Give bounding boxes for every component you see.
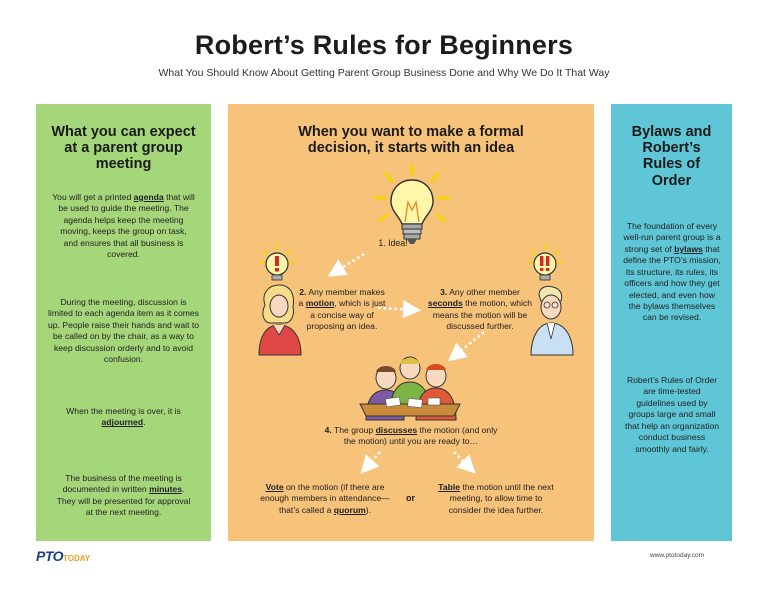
- term-seconds: seconds: [427, 298, 463, 309]
- text-fragment: the motion, which means the motion will be discussed further.: [432, 298, 533, 332]
- step4-number: 4.: [324, 425, 332, 435]
- right-panel: [611, 104, 732, 541]
- arrow-motion-to-second: [378, 308, 416, 310]
- pto-today-logo: [36, 548, 90, 564]
- left-agenda-paragraph: [52, 192, 195, 261]
- text-fragment: Any member makes a: [298, 287, 385, 309]
- arrow-idea-to-motion: [332, 254, 364, 274]
- text-fragment: . They will be presented for approval at the next meeting.: [56, 484, 191, 518]
- right-heading: Bylaws and Robert’s Rules of Order: [631, 124, 712, 189]
- text-fragment: the motion until the next meeting, to allow time to consider the idea further.: [448, 482, 554, 515]
- logo-sub-text: TODAY: [63, 554, 91, 563]
- flow-arrows: [228, 104, 594, 541]
- term-table: Table: [438, 482, 461, 492]
- text-fragment: The group: [331, 425, 376, 435]
- text-fragment: that will be used to guide the meeting. The agenda helps keep the meeting moving, keeps the group on task, and ensures that all business is covered.: [58, 192, 195, 260]
- term-adjourned: adjourned: [101, 417, 144, 428]
- text-fragment: Any other member: [447, 287, 520, 297]
- term-bylaws: bylaws: [674, 243, 703, 254]
- left-discussion-paragraph: During the meeting, discussion is limited to each agenda item as it comes up. People raise their hands and wait to be called on by the chair, as a way to keep discussion orderly and to avoid confusion.: [48, 297, 199, 365]
- term-motion: motion: [305, 298, 335, 309]
- left-heading: What you can expect at a parent group meeting: [51, 124, 196, 173]
- or-label: or: [406, 493, 415, 503]
- arrow-discuss-to-table: [454, 452, 472, 470]
- text-fragment: ).: [365, 504, 371, 515]
- left-panel: [36, 104, 211, 541]
- page-title: Robert’s Rules for Beginners: [194, 30, 574, 60]
- right-bylaws-paragraph: [623, 221, 721, 324]
- middle-panel: [228, 104, 594, 541]
- text-fragment: The business of the meeting is documented in written: [62, 473, 182, 495]
- step1-label: 1. Idea!: [378, 238, 408, 248]
- middle-heading: When you want to make a formal decision, it starts with an idea: [298, 124, 524, 157]
- text-fragment: .: [143, 417, 146, 428]
- left-minutes-paragraph: [52, 473, 195, 519]
- text-fragment: When the meeting is over, it is: [66, 406, 181, 416]
- term-quorum: quorum: [333, 504, 366, 515]
- page-subtitle: What You Should Know About Getting Parent Group Business Done and Why We Do It That Way: [158, 67, 610, 79]
- term-agenda: agenda: [133, 192, 164, 202]
- term-discusses: discusses: [375, 425, 418, 435]
- text-fragment: , which is just a concise way of proposing an idea.: [306, 298, 386, 332]
- footer-url[interactable]: www.ptotoday.com: [650, 552, 705, 559]
- step2-number: 2.: [299, 287, 307, 297]
- text-fragment: that define the PTO’s mission, its structure, its rules, its officers and how they get elected, and even how the bylaws themselves can be revised.: [623, 243, 721, 323]
- arrow-discuss-to-vote: [364, 452, 380, 470]
- left-adjourn-paragraph: [52, 406, 195, 429]
- arrow-second-to-discuss: [452, 332, 484, 358]
- text-fragment: The foundation of every well-run parent group is a strong set of: [623, 221, 721, 254]
- step3-number: 3.: [440, 287, 448, 297]
- text-fragment: the motion (and only the motion) until you are ready to…: [343, 425, 498, 447]
- text-fragment: on the motion (if there are enough members in attendance—that’s called a: [260, 482, 390, 515]
- right-roberts-paragraph: Robert’s Rules of Order are time-tested guidelines used by groups large and small that help an organization conduct business smoothly and fairly.: [624, 375, 720, 454]
- logo-main-text: PTO: [36, 548, 64, 564]
- text-fragment: You will get a printed: [52, 192, 134, 202]
- term-minutes: minutes: [149, 484, 183, 495]
- term-vote: Vote: [265, 482, 284, 492]
